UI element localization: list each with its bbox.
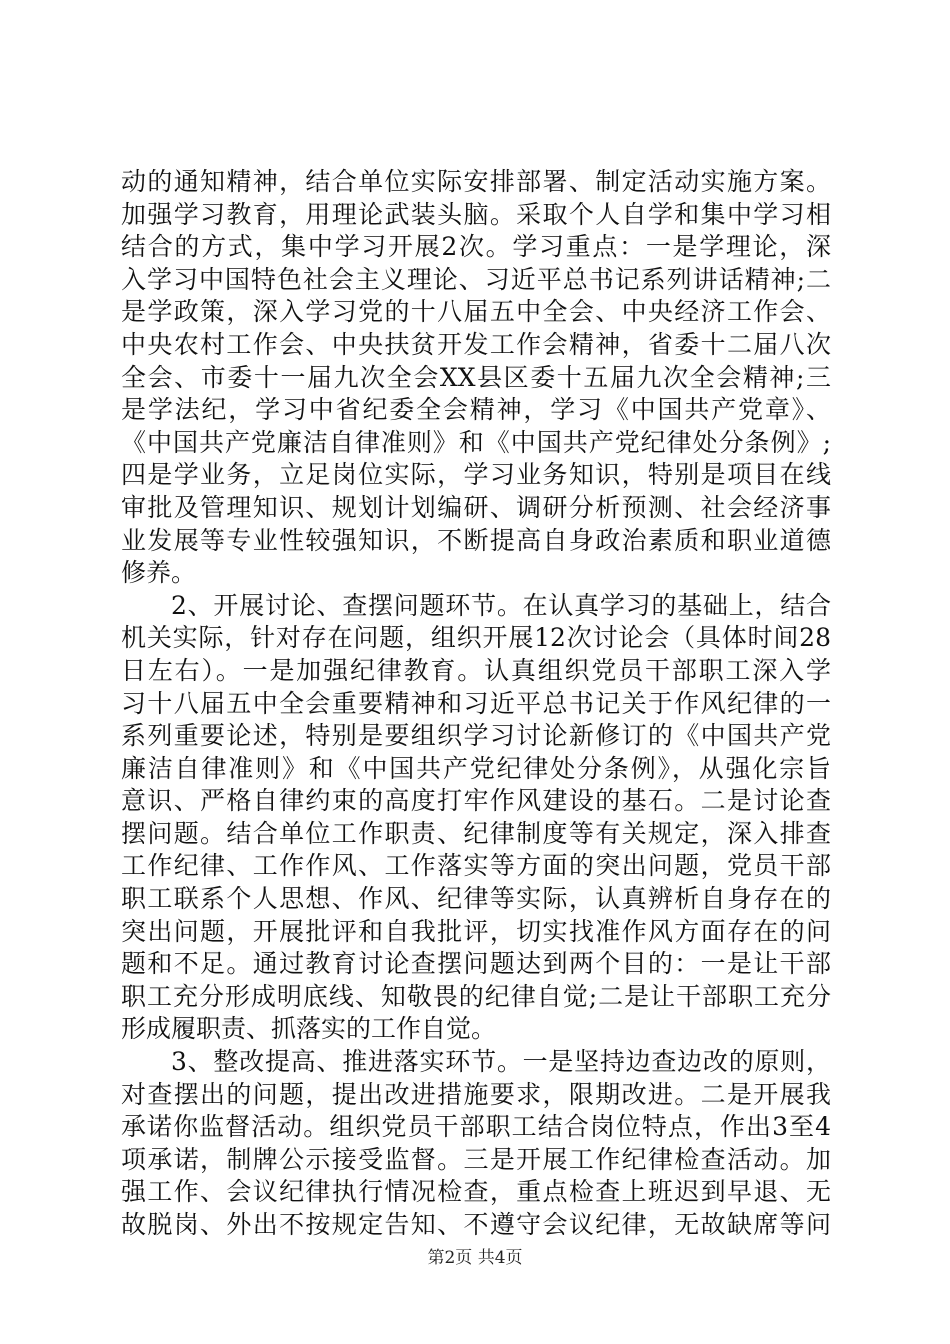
paragraph-line: 习十八届五中全会重要精神和习近平总书记关于作风纪律的一 [121, 688, 831, 718]
paragraph-line: 机关实际，针对存在问题，组织开展12次讨论会（具体时间28 [121, 623, 831, 653]
paragraph [121, 590, 831, 1046]
paragraph-line: 职工充分形成明底线、知敬畏的纪律自觉;二是让干部职工充分 [121, 981, 831, 1011]
page-number-footer: 第2页 共4页 [427, 1248, 523, 1268]
paragraph [121, 166, 831, 590]
paragraph-line: 2、开展讨论、查摆问题环节。在认真学习的基础上，结合 [171, 590, 831, 620]
paragraph-line: 动的通知精神，结合单位实际安排部署、制定活动实施方案。 [121, 167, 831, 196]
paragraph-line: 修养。 [121, 558, 197, 588]
paragraph-line: 强工作、会议纪律执行情况检查，重点检查上班迟到早退、无 [121, 1177, 831, 1207]
paragraph-line: 《中国共产党廉洁自律准则》和《中国共产党纪律处分条例》; [121, 427, 831, 457]
paragraph-line: 审批及管理知识、规划计划编研、调研分析预测、社会经济事 [121, 492, 831, 522]
paragraph-line: 是学政策，深入学习党的十八届五中全会、中央经济工作会、 [121, 297, 831, 327]
paragraph-line: 系列重要论述，特别是要组织学习讨论新修订的《中国共产党 [121, 721, 831, 751]
paragraph-line: 工作纪律、工作作风、工作落实等方面的突出问题，党员干部 [121, 851, 831, 881]
paragraph-line: 加强学习教育，用理论武装头脑。采取个人自学和集中学习相 [121, 199, 831, 229]
paragraph-line: 全会、市委十一届九次全会XX县区委十五届九次全会精神;三 [121, 362, 831, 392]
paragraph-line: 结合的方式，集中学习开展2次。学习重点：一是学理论，深 [121, 232, 831, 262]
paragraph-line: 项承诺，制牌公示接受监督。三是开展工作纪律检查活动。加 [121, 1144, 831, 1174]
paragraph-line: 日左右）。一是加强纪律教育。认真组织党员干部职工深入学 [121, 655, 831, 685]
paragraph-line: 突出问题，开展批评和自我批评，切实找准作风方面存在的问 [121, 916, 831, 946]
paragraph-line: 故脱岗、外出不按规定告知、不遵守会议纪律，无故缺席等问 [121, 1210, 831, 1239]
paragraph-line: 题和不足。通过教育讨论查摆问题达到两个目的：一是让干部 [121, 949, 831, 979]
paragraph-line: 摆问题。结合单位工作职责、纪律制度等有关规定，深入排查 [121, 818, 831, 848]
paragraph-line: 是学法纪，学习中省纪委全会精神，学习《中国共产党章》、 [121, 395, 831, 425]
paragraph [121, 1046, 831, 1242]
paragraph-line: 四是学业务，立足岗位实际，学习业务知识，特别是项目在线 [121, 460, 831, 490]
document-body [121, 166, 831, 1242]
paragraph-line: 业发展等专业性较强知识，不断提高自身政治素质和职业道德 [121, 525, 831, 555]
paragraph-line: 廉洁自律准则》和《中国共产党纪律处分条例》，从强化宗旨 [121, 753, 831, 783]
paragraph-line: 承诺你监督活动。组织党员干部职工结合岗位特点，作出3至4 [121, 1112, 831, 1142]
paragraph-line: 意识、严格自律约束的高度打牢作风建设的基石。二是讨论查 [121, 786, 831, 816]
paragraph-line: 中央农村工作会、中央扶贫开发工作会精神，省委十二届八次 [121, 329, 831, 359]
paragraph-line: 入学习中国特色社会主义理论、习近平总书记系列讲话精神;二 [121, 264, 831, 294]
paragraph-line: 职工联系个人思想、作风、纪律等实际，认真辨析自身存在的 [121, 884, 831, 914]
paragraph-line: 形成履职责、抓落实的工作自觉。 [121, 1014, 497, 1044]
paragraph-line: 对查摆出的问题，提出改进措施要求，限期改进。二是开展我 [121, 1079, 831, 1109]
paragraph-line: 3、整改提高、推进落实环节。一是坚持边查边改的原则， [171, 1047, 831, 1077]
